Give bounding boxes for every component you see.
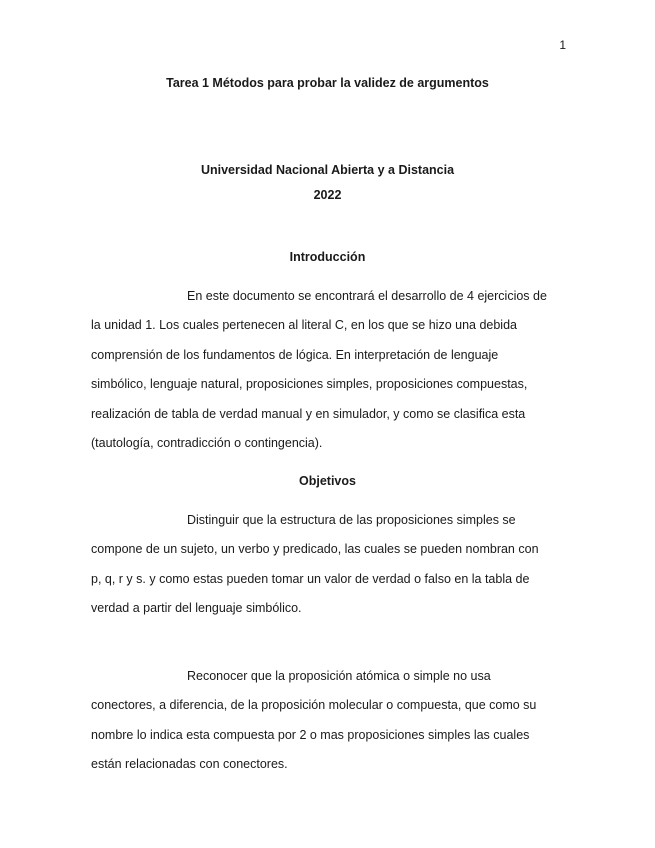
paragraph-line: nombre lo indica esta compuesta por 2 o mas proposiciones simples las cuales bbox=[91, 727, 530, 742]
paragraph-line: verdad a partir del lenguaje simbólico. bbox=[91, 601, 302, 616]
paragraph-line: (tautología, contradicción o contingencia). bbox=[91, 436, 323, 451]
paragraph-line: compone de un sujeto, un verbo y predicado, las cuales se pueden nombran con bbox=[91, 542, 539, 557]
paragraph-line: p, q, r y s. y como estas pueden tomar un valor de verdad o falso en la tabla de bbox=[91, 571, 530, 586]
objective-paragraph-2 bbox=[91, 662, 561, 780]
paragraph-line: Reconocer que la proposición atómica o simple no usa bbox=[187, 669, 491, 683]
paragraph-line: realización de tabla de verdad manual y en simulador, y como se clasifica esta bbox=[91, 406, 526, 421]
paragraph-line: conectores, a diferencia, de la proposición molecular o compuesta, que como su bbox=[91, 698, 537, 713]
paragraph-line: En este documento se encontrará el desarrollo de 4 ejercicios de bbox=[187, 289, 547, 303]
objectives-heading: Objetivos bbox=[299, 474, 356, 488]
document-title: Tarea 1 Métodos para probar la validez de argumentos bbox=[166, 76, 489, 90]
page-number: 1 bbox=[559, 38, 566, 52]
university-name: Universidad Nacional Abierta y a Distancia bbox=[200, 163, 455, 177]
introduction-paragraph bbox=[91, 282, 561, 458]
paragraph-line: simbólico, lenguaje natural, proposiciones simples, proposiciones compuestas, bbox=[91, 377, 528, 392]
paragraph-line: comprensión de los fundamentos de lógica. En interpretación de lenguaje bbox=[91, 347, 499, 362]
document-year: 2022 bbox=[313, 188, 342, 202]
objective-paragraph-1 bbox=[91, 506, 561, 624]
paragraph-line: están relacionadas con conectores. bbox=[91, 757, 288, 772]
paragraph-line: la unidad 1. Los cuales pertenecen al literal C, en los que se hizo una debida bbox=[91, 318, 517, 333]
paragraph-line: Distinguir que la estructura de las proposiciones simples se bbox=[187, 513, 516, 527]
introduction-heading: Introducción bbox=[289, 250, 366, 264]
